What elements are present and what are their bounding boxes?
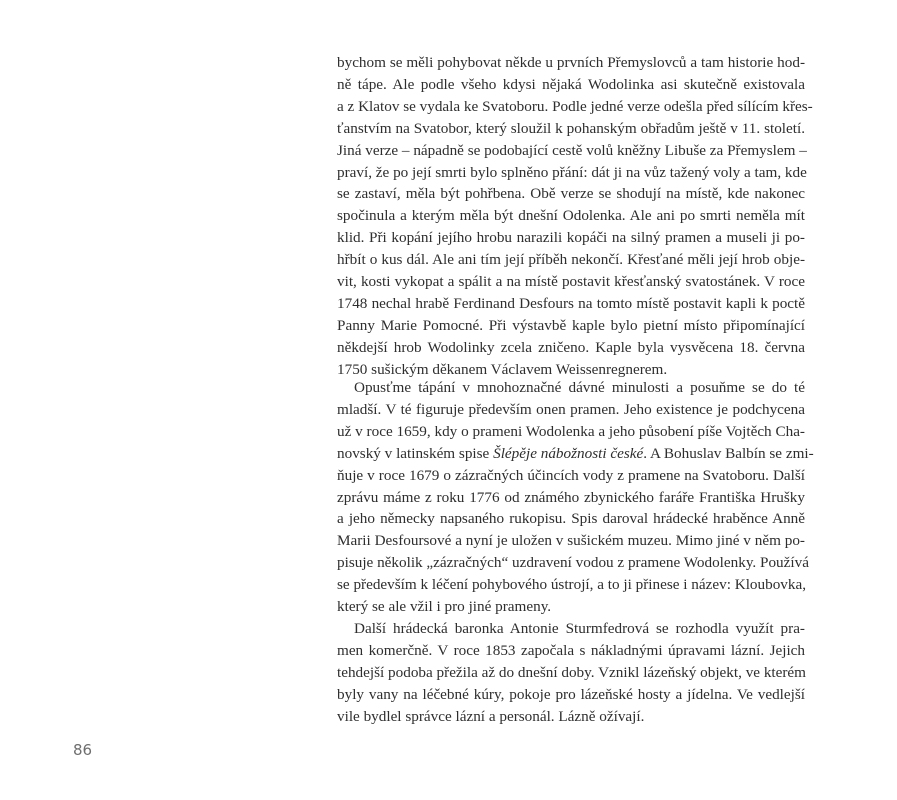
text-line: Opusťme tápání v mnohoznačné dávné minulosti a posuňme se do té — [354, 379, 805, 396]
text-line: někdejší hrob Wodolinky zcela zničeno. Kaple byla vysvěcena 18. června — [337, 338, 805, 356]
text-line: ně tápe. Ale podle všeho kdysi nějaká Wodolinka asi skutečně existovala — [337, 75, 805, 93]
text-line: klid. Při kopání jejího hrobu narazili kopáči na silný pramen a museli ji po- — [337, 229, 805, 247]
text-line: zprávu máme z roku 1776 od známého zbynického faráře Františka Hrušky — [337, 488, 805, 506]
text-line: Marii Desfoursové a nyní je uložen v sušickém muzeu. Mimo jiné v něm po- — [337, 532, 805, 550]
text-line: hřbít o kus dál. Ale ani tím její příběh nekončí. Křesťané měli její hrob obje- — [337, 251, 805, 269]
text-line: se zastaví, měla být pohřbena. Obě verze se shodují na místě, kde nakonec — [337, 185, 805, 203]
text-line: už v roce 1659, kdy o prameni Wodolenka a jeho působení píše Vojtěch Cha- — [337, 422, 805, 440]
text-line: bychom se měli pohybovat někde u prvních Přemyslovců a tam historie hod- — [337, 54, 805, 71]
text-line: praví, že po její smrti bylo splněno přání: dát ji na vůz tažený voly a tam, kde — [337, 163, 807, 181]
text-line — [337, 443, 814, 465]
text-segment: novský v latinském spise — [337, 444, 494, 462]
text-line: pisuje několik „zázračných“ uzdravení vodou z pramene Wodolenky. Používá — [337, 554, 809, 572]
text-line: ňuje v roce 1679 o zázračných účincích vody z pramene na Svatoboru. Další — [337, 466, 805, 484]
text-line: mladší. V té figuruje především onen pramen. Jeho existence je podchycena — [337, 400, 805, 418]
text-line: a jeho německy napsaného rukopisu. Spis daroval hrádecké hraběnce Anně — [337, 510, 805, 528]
text-line: a z Klatov se vydala ke Svatoboru. Podle jedné verze odešla před sílícím křes- — [337, 97, 813, 115]
text-line: vit, kosti vykopat a spálit a na místě postavit křesťanský svatostánek. V roce — [337, 273, 805, 291]
book-title: Šlépěje nábožnosti české — [493, 444, 644, 462]
paragraph-1 — [337, 52, 813, 381]
text-line: se především k léčení pohybového ústrojí, a to ji přinese i název: Kloubovka, — [337, 576, 807, 594]
text-line: 1750 sušickým děkanem Václavem Weissenregnerem. — [337, 360, 668, 378]
text-segment: . A Bohuslav Balbín se zmi- — [643, 444, 814, 462]
paragraph-2 — [337, 377, 814, 618]
text-line: vile bydlel správce lázní a personál. Lázně ožívají. — [337, 707, 645, 725]
text-line: tehdejší podoba přežila až do dnešní doby. Vznikl lázeňský objekt, ve kterém — [337, 663, 806, 681]
text-line: byly vany na léčebné kúry, pokoje pro lázeňské hosty a jídelna. Ve vedlejší — [337, 685, 805, 703]
text-line: 1748 nechal hrabě Ferdinand Desfours na tomto místě postavit kapli k poctě — [337, 294, 805, 312]
text-line: men komerčně. V roce 1853 započala s nákladnými úpravami lázní. Jejich — [337, 641, 805, 659]
text-line: Další hrádecká baronka Antonie Sturmfedrová se rozhodla využít pra- — [354, 620, 805, 637]
paragraph-3 — [337, 618, 805, 728]
text-line: Jiná verze – nápadně se podobající cestě volů kněžny Libuše za Přemyslem – — [337, 141, 807, 159]
text-line: Panny Marie Pomocné. Při výstavbě kaple bylo pietní místo připomínající — [337, 316, 805, 334]
page-number: 86 — [73, 741, 93, 759]
text-line: který se ale vžil i pro jiné prameny. — [337, 598, 552, 616]
text-line: spočinula a kterým měla být dnešní Odolenka. Ale ani po smrti neměla mít — [337, 207, 805, 225]
text-line: ťanstvím na Svatobor, který sloužil k pohanským obřadům ještě v 11. století. — [337, 119, 805, 137]
